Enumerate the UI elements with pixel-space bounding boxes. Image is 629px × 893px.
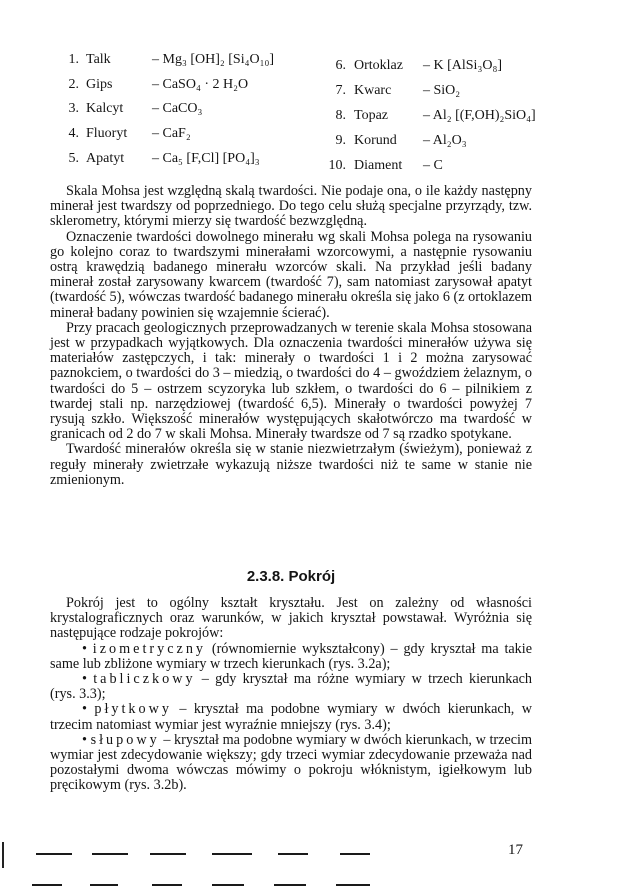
footer-rule bbox=[336, 884, 370, 886]
habit-section bbox=[50, 596, 532, 794]
mineral-name: Fluoryt bbox=[86, 126, 128, 141]
bullet-item bbox=[50, 733, 532, 794]
mineral-formula: – Al₂O₃ bbox=[423, 133, 467, 148]
mineral-name: Diament bbox=[354, 158, 403, 173]
paragraph: Twardość minerałów określa się w stanie niezwietrzałym (świeżym), ponieważ z reguły minerały zwietrzałe wykazują niższe twardości niż te same w stanie nie zmienionym. bbox=[50, 441, 532, 488]
mineral-number: 5. bbox=[68, 151, 79, 166]
mineral-formula: – K [AlSi₃O₈] bbox=[423, 58, 502, 73]
mineral-formula: – Al₂ [(F,OH)₂SiO₄] bbox=[423, 108, 536, 123]
footer-rule bbox=[36, 853, 72, 855]
footer-rule bbox=[90, 884, 118, 886]
bullet-item bbox=[50, 642, 532, 672]
mineral-formula: – CaSO₄ · 2 H₂O bbox=[152, 77, 249, 92]
bullet-text: – kryształ ma podobne wymiary w dwóch kierunkach, w trzecim natomiast wymiar jest wyraźnie mniejszy (rys. 3.4); bbox=[50, 701, 532, 733]
mineral-name: Topaz bbox=[354, 108, 389, 123]
bullet-term: płytkowy bbox=[94, 701, 172, 718]
bullet-icon: • bbox=[82, 640, 87, 657]
mineral-formula: – Ca₅ [F,Cl] [PO₄]₃ bbox=[152, 151, 260, 166]
footer-rule bbox=[152, 884, 182, 886]
bullet-term: izometryczny bbox=[92, 640, 207, 657]
footer-rule bbox=[278, 853, 308, 855]
mineral-number: 8. bbox=[335, 108, 346, 123]
mineral-formula: – Mg₃ [OH]₂ [Si₄O₁₀] bbox=[152, 52, 275, 67]
mineral-number: 10. bbox=[328, 158, 346, 173]
bullet-icon: • bbox=[82, 701, 87, 718]
bullet-text: – kryształ ma podobne wymiary w dwóch kierunkach, w trzecim wymiar jest zdecydowanie większy; gdy trzeci wymiar zdecydowanie przeważa nad pozostałymi dwoma wówczas mówimy o pokroju włóknistym, igiełkowym lub pręcikowym (rys. 3.2b). bbox=[50, 731, 532, 794]
mineral-name: Korund bbox=[354, 133, 397, 148]
mineral-name: Ortoklaz bbox=[354, 58, 403, 73]
bullet-icon: • bbox=[82, 671, 87, 688]
mineral-formula: – CaCO₃ bbox=[152, 101, 203, 116]
mineral-formula: – CaF₂ bbox=[152, 126, 191, 141]
footer-rule bbox=[340, 853, 370, 855]
mineral-number: 2. bbox=[68, 77, 79, 92]
bullet-text: (równomiernie wykształcony) – gdy kryształ ma takie same lub zbliżone wymiary w trzech kierunkach (rys. 3.2a); bbox=[50, 640, 533, 672]
footer-rule bbox=[150, 853, 186, 855]
bullet-item bbox=[50, 672, 532, 702]
mohs-scale-description bbox=[50, 184, 532, 488]
paragraph: Przy pracach geologicznych przeprowadzanych w terenie skala Mohsa stosowana jest w przypadkach wyjątkowych. Dla oznaczenia twardości minerałów używa się materiałów zastępczych, i tak: minerały o twardości 1 i 2 można zarysować paznokciem, o twardości do 3 – miedzią, o twardości do 4 – gwoździem żelaznym, o twardości do 5 – ostrzem scyzoryka lub szkłem, o twardości do 6 – pilnikiem z twardej stali np. narzędziowej (twardość 6,5). Minerały o twardości powyżej 7 rysują szkło. Większość minerałów występujących skałotwórczo ma twardość w granicach od 2 do 7 w skali Mohsa. Minerały twardsze od 7 są rzadko spotykane. bbox=[50, 319, 532, 443]
footer-rule bbox=[212, 884, 244, 886]
page-number: 17 bbox=[508, 842, 523, 858]
footer-rule bbox=[274, 884, 306, 886]
mineral-number: 6. bbox=[335, 58, 346, 73]
paragraph: Oznaczenie twardości dowolnego minerału wg skali Mohsa polega na rysowaniu go kolejno coraz to twardszymi minerałami wzorcowymi, a następnie rysowaniu ostrą krawędzią badanego minerału wzorców skali. Na przykład jeśli badany minerał został zarysowany kwarcem (twardość 7), sam natomiast zarysował apatyt (twardość 5), wówczas twardość badanego minerału określa się jako 6 (z ortoklazem minerał badany powinien się wzajemnie ścierać). bbox=[50, 228, 532, 321]
mineral-name: Apatyt bbox=[86, 151, 125, 166]
section-heading: 2.3.8. Pokrój bbox=[246, 568, 336, 585]
mineral-name: Talk bbox=[86, 52, 111, 67]
bullet-term: tabliczkowy bbox=[93, 671, 196, 688]
mineral-number: 7. bbox=[335, 83, 346, 98]
mineral-name: Kalcyt bbox=[86, 101, 124, 116]
mineral-name: Gips bbox=[86, 77, 113, 92]
mineral-number: 9. bbox=[335, 133, 346, 148]
mineral-number: 1. bbox=[68, 52, 79, 67]
paragraph: Pokrój jest to ogólny kształt kryształu. Jest on zależny od własności krystalograficznych oraz warunków, w jakich kryształ powstawał. Wyróżnia się następujące rodzaje pokrojów: bbox=[50, 595, 532, 642]
mineral-formula: – SiO₂ bbox=[423, 83, 461, 98]
bullet-item bbox=[50, 702, 532, 732]
bullet-text: – gdy kryształ ma różne wymiary w trzech kierunkach (rys. 3.3); bbox=[50, 671, 533, 703]
mineral-name: Kwarc bbox=[354, 83, 392, 98]
bullet-icon: • bbox=[82, 731, 87, 748]
mineral-number: 3. bbox=[68, 101, 79, 116]
footer-rule bbox=[212, 853, 252, 855]
paragraph: Skala Mohsa jest względną skalą twardości. Nie podaje ona, o ile każdy następny minerał jest twardszy od poprzedniego. Do tego celu służą specjalne przyrządy, tzw. sklerometry, którymi mierzy się twardość bezwzględną. bbox=[50, 183, 532, 230]
bullet-term: słupowy bbox=[90, 731, 160, 748]
mineral-number: 4. bbox=[68, 126, 79, 141]
scan-margin-mark bbox=[2, 842, 4, 868]
footer-rule bbox=[92, 853, 128, 855]
mineral-formula: – C bbox=[423, 158, 443, 173]
footer-rule bbox=[32, 884, 62, 886]
